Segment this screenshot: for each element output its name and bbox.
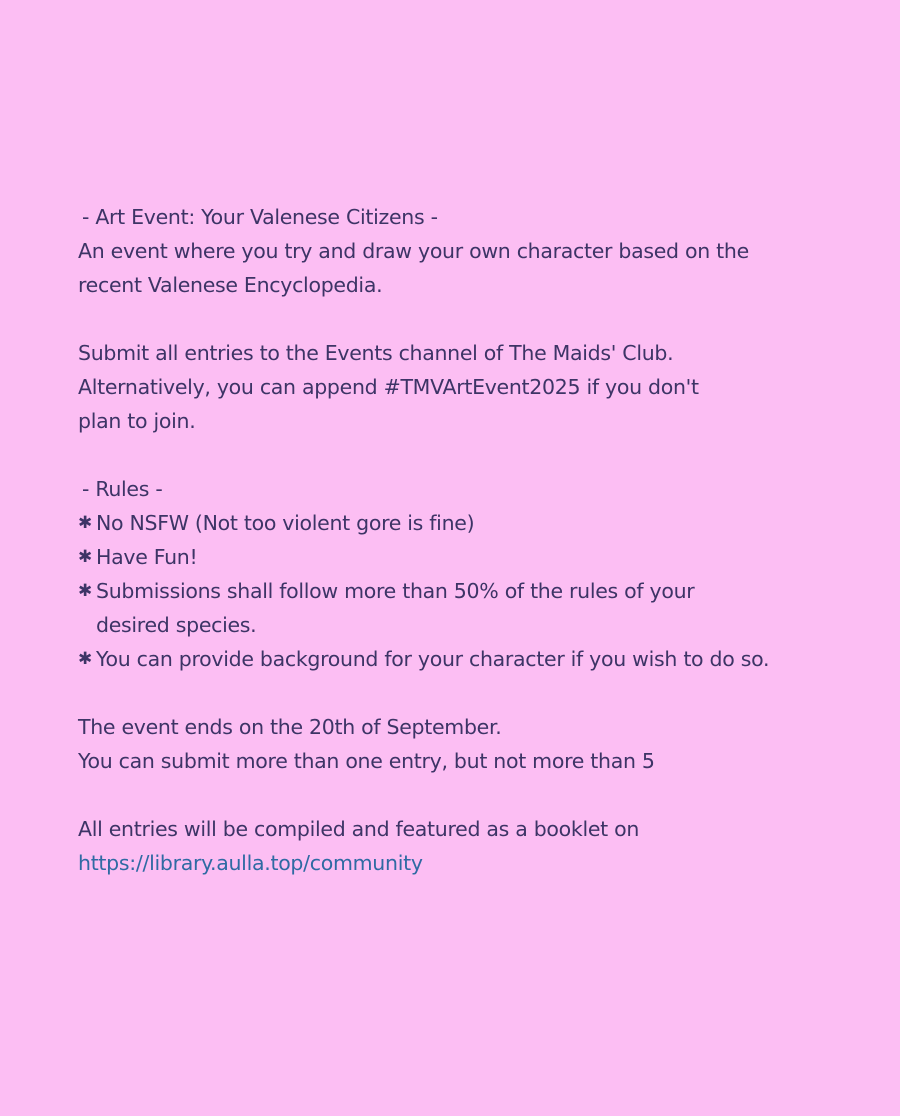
rule-text: Have Fun! xyxy=(96,545,198,569)
spacer xyxy=(78,676,878,710)
asterisk-icon: ✱ xyxy=(78,547,92,567)
rule-item xyxy=(78,506,878,540)
footer-text: All entries will be compiled and featured as a booklet on xyxy=(78,817,640,841)
asterisk-icon: ✱ xyxy=(78,513,92,533)
rule-text: No NSFW (Not too violent gore is fine) xyxy=(96,511,475,535)
rule-text-continuation: desired species. xyxy=(96,613,257,637)
rule-item xyxy=(78,540,878,574)
submit-line-3: plan to join. xyxy=(78,409,196,433)
spacer xyxy=(78,302,878,336)
intro-line-2: recent Valenese Encyclopedia. xyxy=(78,273,383,297)
rules-heading: - Rules - xyxy=(82,477,163,501)
spacer xyxy=(78,778,878,812)
event-title: - Art Event: Your Valenese Citizens - xyxy=(82,205,438,229)
rule-item xyxy=(78,642,878,676)
asterisk-icon: ✱ xyxy=(78,649,92,669)
rule-item xyxy=(78,574,878,608)
rule-text: You can provide background for your character if you wish to do so. xyxy=(96,647,770,671)
event-announcement xyxy=(78,200,878,880)
intro-line-1: An event where you try and draw your own character based on the xyxy=(78,239,749,263)
schedule-line-2: You can submit more than one entry, but not more than 5 xyxy=(78,749,655,773)
rule-text: Submissions shall follow more than 50% of the rules of your xyxy=(96,579,695,603)
spacer xyxy=(78,438,878,472)
submit-line-1: Submit all entries to the Events channel of The Maids' Club. xyxy=(78,341,674,365)
schedule-line-1: The event ends on the 20th of September. xyxy=(78,715,502,739)
asterisk-icon: ✱ xyxy=(78,581,92,601)
submit-line-2: Alternatively, you can append #TMVArtEvent2025 if you don't xyxy=(78,375,699,399)
community-link[interactable]: https://library.aulla.top/community xyxy=(78,851,423,875)
